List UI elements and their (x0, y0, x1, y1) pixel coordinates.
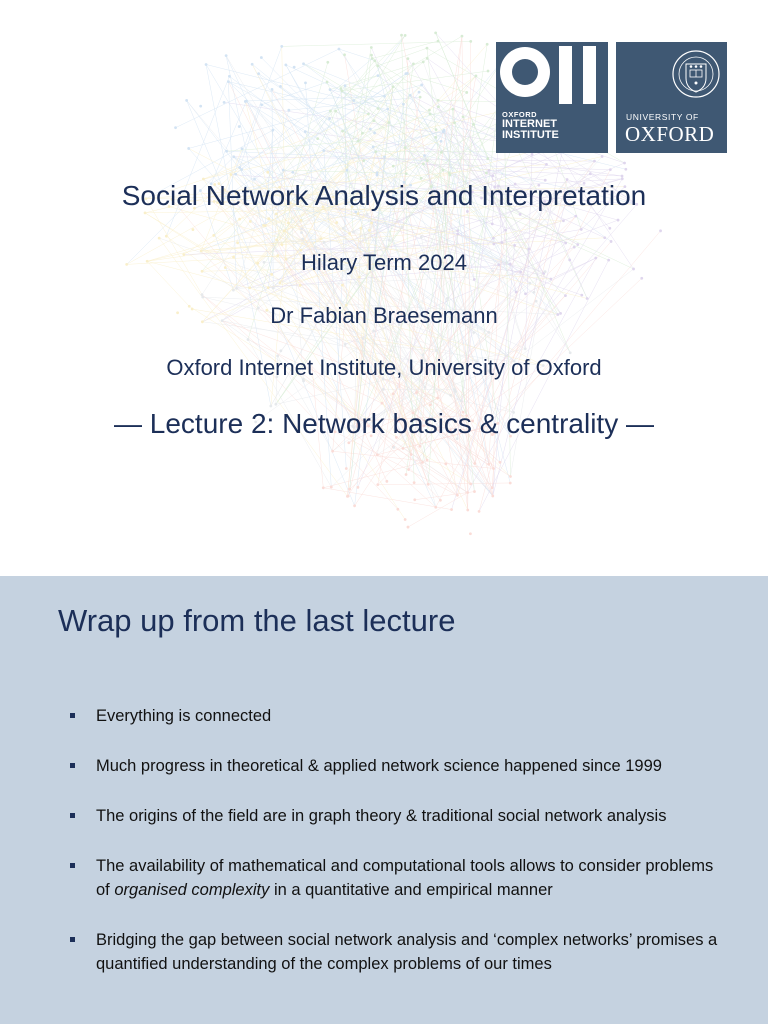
course-title: Social Network Analysis and Interpretation (121, 180, 647, 211)
bullet-item (70, 804, 730, 828)
bullet-item (70, 928, 730, 976)
oxford-logo (616, 42, 727, 153)
wrap-up-bullet-list (70, 704, 730, 1002)
wrap-up-heading: Wrap up from the last lecture (58, 603, 456, 638)
logo-bar (496, 42, 727, 153)
bullet-item (70, 754, 730, 778)
bullet-text-post: in a quantitative and empirical manner (269, 881, 553, 899)
institution: Oxford Internet Institute, University of Oxford (166, 355, 602, 380)
oxford-crest-icon (671, 48, 721, 100)
oxford-logo-university-of: UNIVERSITY OF (626, 112, 699, 122)
lecturer-name: Dr Fabian Braesemann (270, 303, 498, 328)
bullet-marker-icon (70, 763, 75, 768)
wrap-up-slide (0, 576, 768, 1024)
oii-line3: INSTITUTE (502, 129, 559, 142)
bullet-text-pre: The availability of mathematical and computational tools allows to consider problems of (96, 857, 714, 899)
bullet-marker-icon (70, 813, 75, 818)
bullet-text: Much progress in theoretical & applied network science happened since 1999 (96, 757, 662, 775)
bullet-text: Everything is connected (96, 707, 272, 725)
bullet-text: The origins of the field are in graph theory & traditional social network analysis (96, 807, 667, 825)
oxford-logo-name: OXFORD (625, 122, 715, 146)
oii-line1: OXFORD (502, 110, 538, 119)
bullet-marker-icon (70, 713, 75, 718)
bullet-text: Bridging the gap between social network analysis and ‘complex networks’ promises a quantified understanding of the complex problems of our times (96, 931, 718, 973)
oii-line2: INTERNET (502, 117, 557, 130)
oii-logo (496, 42, 608, 153)
lecture-title: — Lecture 2: Network basics & centrality — (114, 408, 654, 439)
bullet-item (70, 704, 730, 728)
term: Hilary Term 2024 (301, 250, 467, 275)
bullet-item (70, 854, 730, 902)
oii-letters-icon (496, 42, 608, 107)
bullet-marker-icon (70, 863, 75, 868)
bullet-marker-icon (70, 937, 75, 942)
oii-logo-text (502, 111, 559, 142)
bullet-text-emphasis: organised complexity (114, 881, 270, 899)
